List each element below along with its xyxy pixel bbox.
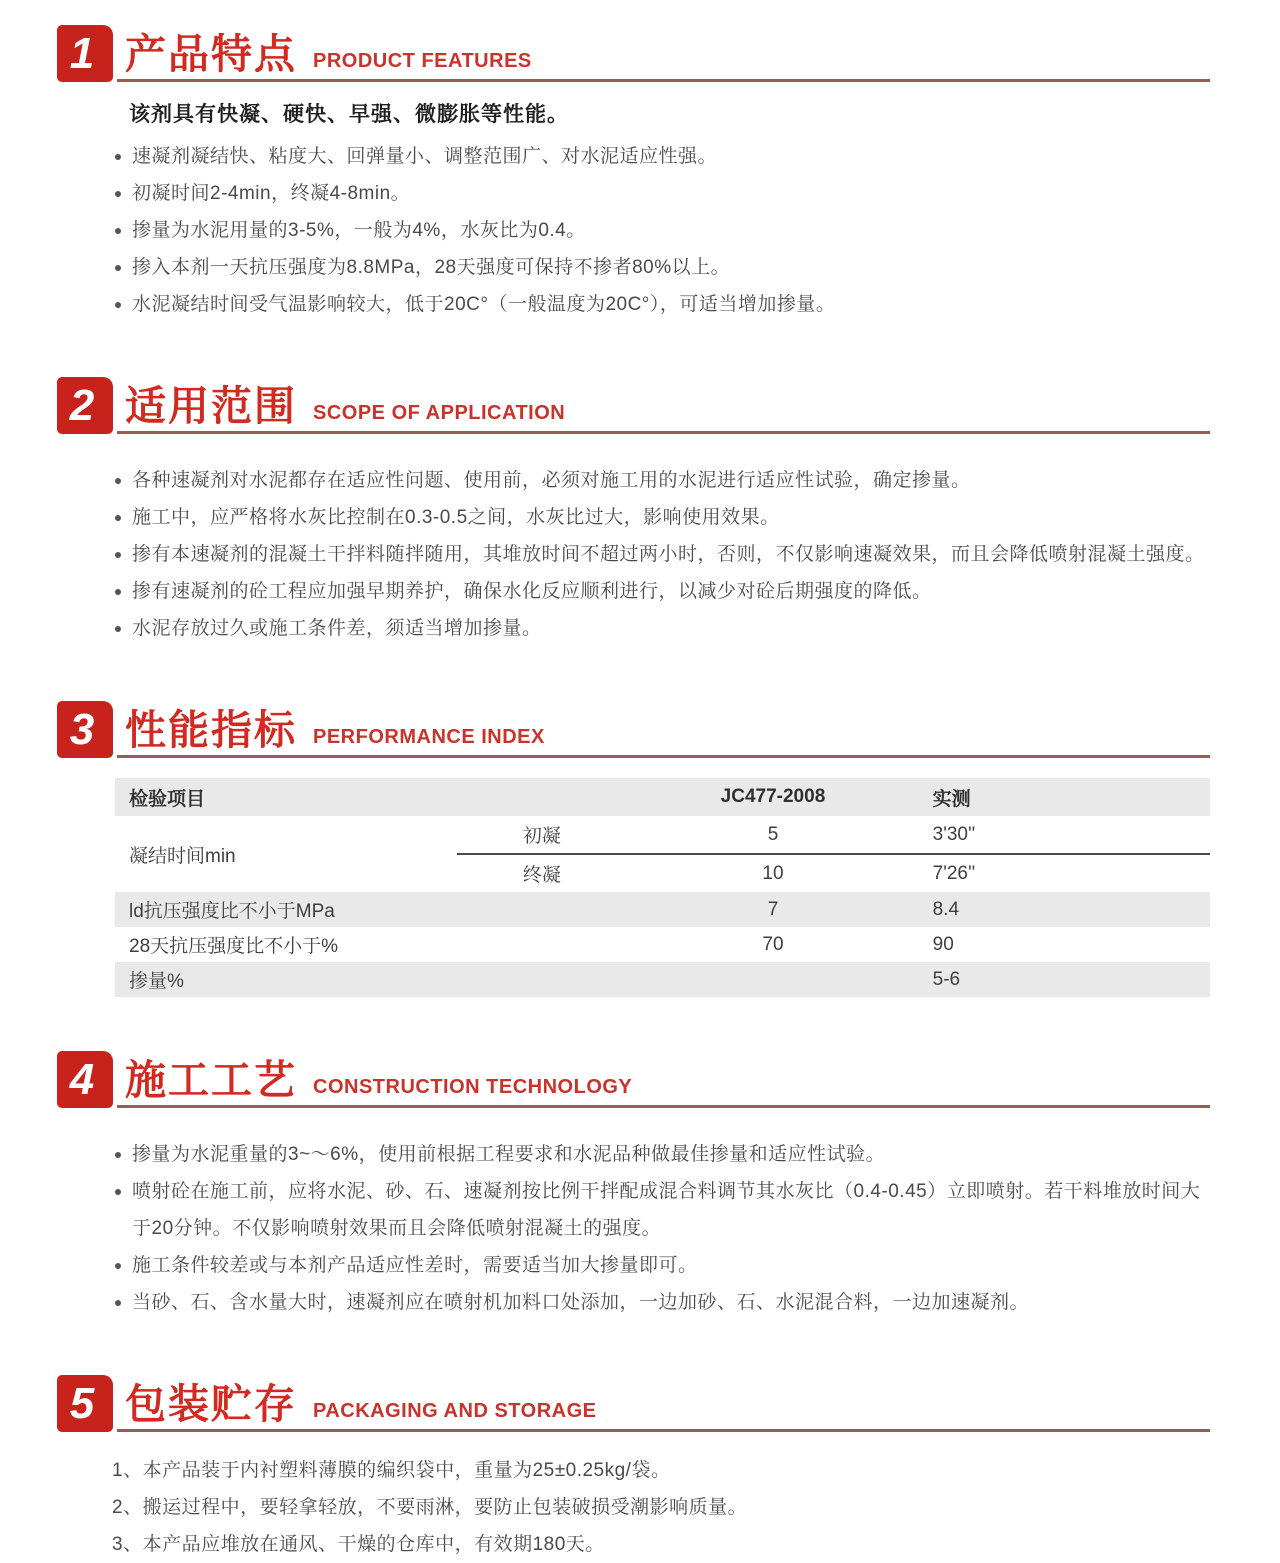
cell-measured: 8.4: [919, 892, 1210, 927]
construction-bullet-list: [57, 1136, 1210, 1321]
cell-measured: 90: [932, 933, 954, 955]
section-title-wrap: [117, 377, 1210, 434]
bullet-item: 水泥凝结时间受气温影响较大，低于20C°（一般温度为20C°），可适当增加掺量。: [112, 286, 1210, 323]
table-header-row: [115, 778, 1210, 816]
section-header: [57, 701, 1210, 758]
cell-standard: 7: [627, 892, 918, 927]
header-cell-standard: JC477-2008: [627, 778, 918, 816]
section-title-en: SCOPE OF APPLICATION: [313, 402, 566, 424]
section-construction-technology: [0, 1051, 1280, 1321]
section-packaging-storage: [0, 1375, 1280, 1563]
section-title-en: PACKAGING AND STORAGE: [313, 1400, 597, 1422]
header-cell-empty: [457, 778, 628, 816]
header-cell-measured: 实测: [919, 778, 1210, 816]
bullet-item: 掺入本剂一天抗压强度为8.8MPa，28天强度可保持不掺者80%以上。: [112, 249, 1210, 286]
performance-table-wrap: [115, 778, 1210, 997]
bullet-item: 水泥存放过久或施工条件差，须适当增加掺量。: [112, 610, 1210, 647]
cell-final-set-standard: 10: [762, 862, 784, 884]
table-row-setting-initial: [115, 816, 1210, 854]
section-header: [57, 25, 1210, 82]
section-title-en: CONSTRUCTION TECHNOLOGY: [313, 1076, 633, 1098]
numbered-item: 1、本产品装于内衬塑料薄膜的编织袋中，重量为25±0.25kg/袋。: [112, 1460, 671, 1481]
section-product-features: [0, 25, 1280, 323]
section-header: [57, 1375, 1210, 1432]
cell-measured: 5-6: [919, 962, 1210, 997]
numbered-item: 2、搬运过程中，要轻拿轻放，不要雨淋，要防止包装破损受潮影响质量。: [112, 1497, 748, 1518]
section-number-badge: 1: [57, 25, 113, 82]
cell-item: ld抗压强度比不小于MPa: [115, 892, 627, 927]
numbered-item: 3、本产品应堆放在通风、干燥的仓库中，有效期180天。: [112, 1534, 605, 1555]
section-title-wrap: [117, 25, 1210, 82]
bullet-item: 速凝剂凝结快、粘度大、回弹量小、调整范围广、对水泥适应性强。: [112, 138, 1210, 175]
cell-standard: [627, 962, 918, 997]
bullet-item: 掺有本速凝剂的混凝土干拌料随拌随用，其堆放时间不超过两小时，否则，不仅影响速凝效果，而且会降低喷射混凝土强度。: [112, 536, 1210, 573]
section-performance-index: [0, 701, 1280, 997]
bullet-item: 掺量为水泥重量的3~～6%，使用前根据工程要求和水泥品种做最佳掺量和适应性试验。: [112, 1136, 1210, 1173]
bullet-item: 喷射砼在施工前，应将水泥、砂、石、速凝剂按比例干拌配成混合料调节其水灰比（0.4-0.45）立即喷射。若干料堆放时间大于20分钟。不仅影响喷射效果而且会降低喷射混凝土的强度。: [112, 1173, 1210, 1247]
table-row-1d-strength: [115, 892, 1210, 927]
cell-final-set-measured: 7'26'': [932, 862, 976, 884]
section-number-badge: 2: [57, 377, 113, 434]
section-title-zh: 适用范围: [125, 382, 297, 429]
packaging-numbered-list: [57, 1452, 1210, 1563]
section-title-wrap: [117, 1375, 1210, 1432]
section-header: [57, 1051, 1210, 1108]
section-title-zh: 性能指标: [125, 706, 297, 753]
cell-initial-set-label: 初凝: [457, 816, 628, 854]
cell-setting-time-label: 凝结时间min: [129, 845, 236, 867]
section-scope-of-application: [0, 377, 1280, 647]
section-title-wrap: [117, 1051, 1210, 1108]
bullet-item: 掺有速凝剂的砼工程应加强早期养护，确保水化反应顺利进行，以减少对砼后期强度的降低。: [112, 573, 1210, 610]
features-bullet-list: [57, 138, 1210, 323]
section-title-zh: 产品特点: [125, 30, 297, 77]
section-number-badge: 3: [57, 701, 113, 758]
section-title-zh: 包装贮存: [125, 1380, 297, 1427]
section-title-zh: 施工工艺: [125, 1056, 297, 1103]
section-number-badge: 5: [57, 1375, 113, 1432]
section-header: [57, 377, 1210, 434]
features-intro-text: 该剂具有快凝、硬快、早强、微膨胀等性能。: [129, 103, 569, 126]
section-title-en: PRODUCT FEATURES: [313, 50, 532, 72]
table-row-28d-strength: [115, 927, 1210, 962]
cell-item: 掺量%: [115, 962, 627, 997]
header-cell-item: 检验项目: [115, 778, 457, 816]
section-number-badge: 4: [57, 1051, 113, 1108]
bullet-item: 施工条件较差或与本剂产品适应性差时，需要适当加大掺量即可。: [112, 1247, 1210, 1284]
cell-initial-set-standard: 5: [627, 816, 918, 854]
bullet-item: 各种速凝剂对水泥都存在适应性问题、使用前，必须对施工用的水泥进行适应性试验，确定掺量。: [112, 462, 1210, 499]
table-row-dosage: [115, 962, 1210, 997]
section-title-wrap: [117, 701, 1210, 758]
cell-standard: 70: [762, 933, 784, 955]
bullet-item: 掺量为水泥用量的3-5%，一般为4%，水灰比为0.4。: [112, 212, 1210, 249]
cell-initial-set-measured: 3'30'': [919, 816, 1210, 854]
bullet-item: 当砂、石、含水量大时，速凝剂应在喷射机加料口处添加，一边加砂、石、水泥混合料，一边加速凝剂。: [112, 1284, 1210, 1321]
cell-final-set-label: 终凝: [522, 865, 561, 886]
bullet-item: 施工中，应严格将水灰比控制在0.3-0.5之间，水灰比过大，影响使用效果。: [112, 499, 1210, 536]
bullet-item: 初凝时间2-4min，终凝4-8min。: [112, 175, 1210, 212]
performance-table: [115, 778, 1210, 997]
section-title-en: PERFORMANCE INDEX: [313, 726, 545, 748]
scope-bullet-list: [57, 462, 1210, 647]
cell-item: 28天抗压强度比不小于%: [129, 936, 339, 957]
